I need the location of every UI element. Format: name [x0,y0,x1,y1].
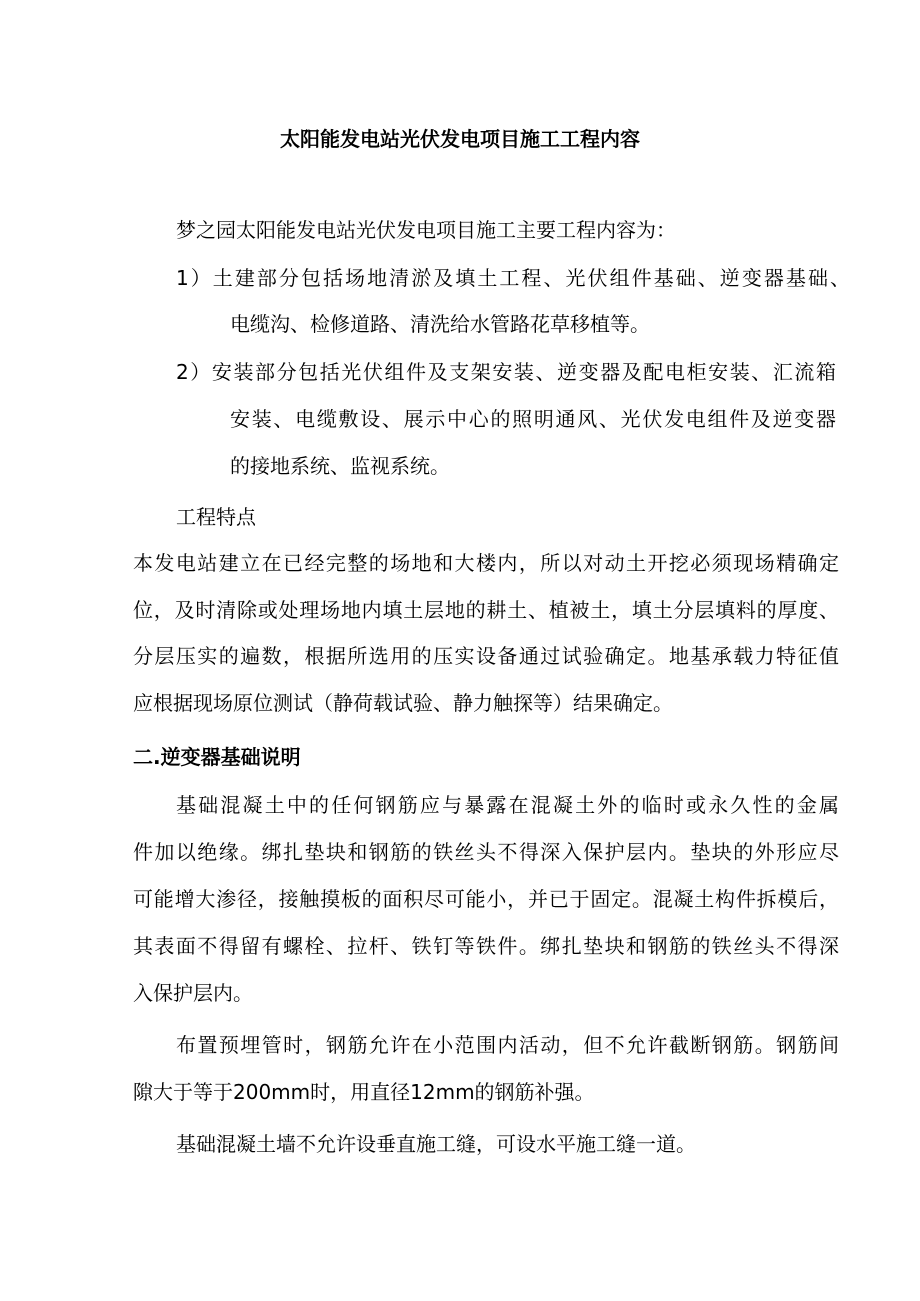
section2-paragraph-1-line-4: 其表面不得留有螺栓、拉杆、铁钉等铁件。绑扎垫块和钢筋的铁丝头不得深 [133,934,839,958]
list-item-1-line-1: 1）土建部分包括场地清淤及填土工程、光伏组件基础、逆变器基础、 [176,266,850,290]
section2-paragraph-2-line-1: 布置预埋管时，钢筋允许在小范围内活动，但不允许截断钢筋。钢筋间 [176,1033,839,1057]
list-item-2-line-3: 的接地系统、监视系统。 [230,454,450,478]
features-paragraph-line-4: 应根据现场原位测试（静荷载试验、静力触探等）结果确定。 [133,691,673,715]
section2-paragraph-2-line-2: 隙大于等于200mm时，用直径12mm的钢筋补强。 [133,1080,595,1104]
features-label: 工程特点 [176,505,256,529]
section2-paragraph-1-line-5: 入保护层内。 [133,981,253,1005]
list-item-1-line-2: 电缆沟、检修道路、清洗给水管路花草移植等。 [230,312,650,336]
section2-paragraph-1-line-2: 件加以绝缘。绑扎垫块和钢筋的铁丝头不得深入保护层内。垫块的外形应尽 [133,840,839,864]
section2-paragraph-1-line-3: 可能增大渗径，接触摸板的面积尽可能小，并已于固定。混凝土构件拆模后， [133,887,839,911]
section2-paragraph-1-line-1: 基础混凝土中的任何钢筋应与暴露在混凝土外的临时或永久性的金属 [176,793,839,817]
list-item-2-line-2: 安装、电缆敷设、展示中心的照明通风、光伏发电组件及逆变器 [230,407,836,431]
list-item-2-line-1: 2）安装部分包括光伏组件及支架安装、逆变器及配电柜安装、汇流箱 [176,360,836,384]
features-paragraph-line-2: 位，及时清除或处理场地内填土层地的耕土、植被土，填土分层填料的厚度、 [133,598,839,622]
section2-paragraph-3-line-1: 基础混凝土墙不允许设垂直施工缝，可设水平施工缝一道。 [176,1132,696,1156]
intro-text: 梦之园太阳能发电站光伏发电项目施工主要工程内容为： [176,218,676,242]
features-paragraph-line-1: 本发电站建立在已经完整的场地和大楼内，所以对动土开挖必须现场精确定 [133,551,839,575]
section-heading: 二.逆变器基础说明 [133,745,301,769]
features-paragraph-line-3: 分层压实的遍数，根据所选用的压实设备通过试验确定。地基承载力特征值 [133,644,839,668]
document-title: 太阳能发电站光伏发电项目施工工程内容 [280,127,640,151]
